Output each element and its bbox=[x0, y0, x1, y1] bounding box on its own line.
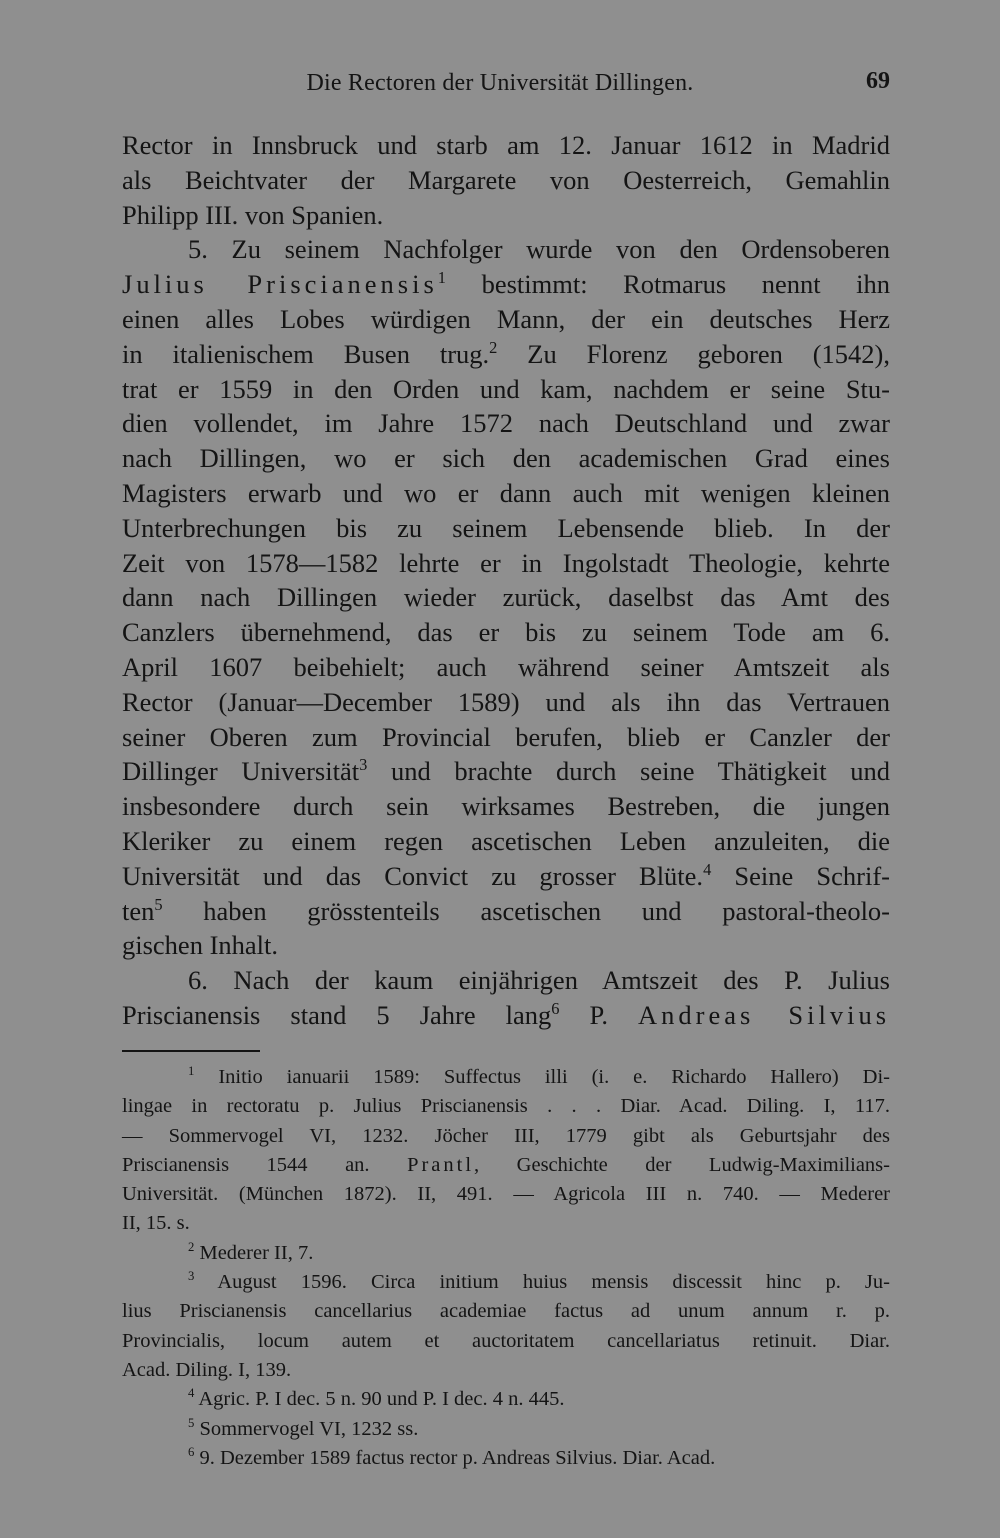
page-number: 69 bbox=[866, 68, 890, 94]
text-line: dann nach Dillingen wieder zurück, daselbst das Amt des bbox=[122, 582, 890, 613]
footnote-ref-6: 6 bbox=[551, 999, 560, 1019]
text-fragment: Universität und das Convict zu grosser Blüte. bbox=[122, 860, 704, 891]
footnote-ref-2: 2 bbox=[489, 337, 498, 357]
text-fragment: haben grösstenteils ascetischen und pastoral-theolo- bbox=[203, 895, 891, 926]
text-line bbox=[122, 754, 890, 789]
footnote-1 bbox=[122, 1063, 890, 1092]
text-line bbox=[122, 859, 890, 894]
footnote-6 bbox=[122, 1444, 890, 1473]
footnote-mark: 3 bbox=[188, 1269, 195, 1284]
footnote-text: Priscianensis 1544 an. bbox=[122, 1153, 370, 1176]
footnote-line: — Sommervogel VI, 1232. Jöcher III, 1779 gibt als Geburtsjahr des bbox=[122, 1124, 890, 1147]
text-line bbox=[122, 998, 890, 1033]
footnote-mark: 6 bbox=[188, 1445, 195, 1460]
text-line: einen alles Lobes würdigen Mann, der ein deutsches Herz bbox=[122, 303, 890, 334]
text-line: Zeit von 1578—1582 lehrte er in Ingolstadt Theologie, kehrte bbox=[122, 547, 890, 578]
text-line bbox=[122, 894, 890, 929]
footnote-mark: 5 bbox=[188, 1415, 195, 1430]
footnote-text: Agric. P. I dec. 5 n. 90 und P. I dec. 4 n. 445. bbox=[198, 1388, 565, 1411]
text-fragment: Dillinger Universität bbox=[122, 756, 360, 787]
footnote-mark: 2 bbox=[188, 1239, 195, 1254]
footnotes bbox=[122, 1063, 890, 1473]
footnote-text: Sommervogel VI, 1232 ss. bbox=[199, 1417, 419, 1440]
footnote-text: Initio ianuarii 1589: Suffectus illi (i. e. Richardo Hallero) Di- bbox=[218, 1066, 891, 1088]
footnote-text: Mederer II, 7. bbox=[199, 1241, 314, 1264]
main-text bbox=[122, 128, 890, 1033]
footnote-3 bbox=[122, 1268, 890, 1297]
text-line: 5. Zu seinem Nachfolger wurde von den Ordensoberen bbox=[188, 234, 890, 265]
footnote-4 bbox=[122, 1385, 890, 1414]
text-line bbox=[122, 267, 890, 302]
text-fragment: P. bbox=[589, 999, 608, 1030]
footnote-line: II, 15. s. bbox=[122, 1212, 190, 1235]
text-fragment: in italienischem Busen trug. bbox=[122, 338, 490, 369]
footnote-text: 9. Dezember 1589 factus rector p. Andreas Silvius. Diar. Acad. bbox=[199, 1446, 716, 1469]
footnote-ref-5: 5 bbox=[154, 894, 163, 914]
text-line: Unterbrechungen bis zu seinem Lebensende blieb. In der bbox=[122, 512, 890, 543]
text-line: dien vollendet, im Jahre 1572 nach Deutschland und zwar bbox=[122, 408, 890, 439]
text-line: nach Dillingen, wo er sich den academischen Grad eines bbox=[122, 443, 890, 474]
text-line: Philipp III. von Spanien. bbox=[122, 199, 384, 230]
footnote-line bbox=[122, 1151, 890, 1180]
footnote-ref-4: 4 bbox=[703, 859, 712, 879]
text-line: als Beichtvater der Margarete von Oesterreich, Gemahlin bbox=[122, 164, 890, 195]
footnote-line: Acad. Diling. I, 139. bbox=[122, 1358, 292, 1381]
text-fragment: bestimmt: Rotmarus nennt ihn bbox=[481, 269, 890, 300]
text-line: Canzlers übernehmend, das er bis zu seinem Tode am 6. bbox=[122, 617, 890, 648]
text-line: Kleriker zu einem regen ascetischen Leben anzuleiten, die bbox=[122, 825, 890, 856]
footnote-ref-3: 3 bbox=[359, 755, 368, 775]
text-fragment: und brachte durch seine Thätigkeit und bbox=[390, 756, 890, 787]
text-fragment: ten bbox=[122, 895, 155, 926]
footnote-line: lius Priscianensis cancellarius academiae factus ad unum annum r. p. bbox=[122, 1300, 890, 1323]
author-name-prantl: Prantl bbox=[407, 1153, 475, 1176]
person-name-julius-priscianensis: Julius Priscianensis bbox=[122, 269, 438, 300]
footnote-ref-1: 1 bbox=[437, 268, 446, 288]
footnote-2 bbox=[122, 1239, 890, 1268]
text-fragment: Seine Schrif- bbox=[734, 860, 890, 891]
person-name-andreas-silvius: Andreas Silvius bbox=[638, 999, 891, 1030]
text-line: 6. Nach der kaum einjährigen Amtszeit des P. Julius bbox=[188, 965, 890, 996]
footnote-5 bbox=[122, 1415, 890, 1444]
text-line: Rector (Januar—December 1589) und als ihn das Vertrauen bbox=[122, 686, 890, 717]
running-title: Die Rectoren der Universität Dillingen. bbox=[306, 70, 694, 96]
footnote-mark: 4 bbox=[188, 1386, 195, 1401]
text-line: insbesondere durch sein wirksames Bestreben, die jungen bbox=[122, 791, 890, 822]
text-line: seiner Oberen zum Provincial berufen, blieb er Canzler der bbox=[122, 721, 890, 752]
text-line: Rector in Innsbruck und starb am 12. Januar 1612 in Madrid bbox=[122, 130, 890, 160]
text-line: April 1607 beibehielt; auch während seiner Amtszeit als bbox=[122, 651, 890, 682]
footnote-mark: 1 bbox=[188, 1064, 195, 1079]
footnote-text: , Geschichte der Ludwig-Maximilians- bbox=[474, 1153, 890, 1176]
text-fragment: Priscianensis stand 5 Jahre lang bbox=[122, 999, 552, 1030]
text-fragment: Zu Florenz geboren (1542), bbox=[527, 338, 891, 369]
footnote-separator bbox=[122, 1050, 260, 1052]
text-line: trat er 1559 in den Orden und kam, nachdem er seine Stu- bbox=[122, 373, 890, 404]
text-line bbox=[122, 337, 890, 372]
text-line: gischen Inhalt. bbox=[122, 930, 279, 961]
text-line: Magisters erwarb und wo er dann auch mit wenigen kleinen bbox=[122, 477, 890, 508]
footnote-line: Universität. (München 1872). II, 491. — Agricola III n. 740. — Mederer bbox=[122, 1183, 890, 1206]
footnote-text: August 1596. Circa initium huius mensis discessit hinc p. Ju- bbox=[217, 1271, 890, 1294]
footnote-line: lingae in rectoratu p. Julius Priscianensis . . . Diar. Acad. Diling. I, 117. bbox=[122, 1095, 890, 1118]
footnote-line: Provincialis, locum autem et auctoritatem cancellariatus retinuit. Diar. bbox=[122, 1329, 890, 1352]
